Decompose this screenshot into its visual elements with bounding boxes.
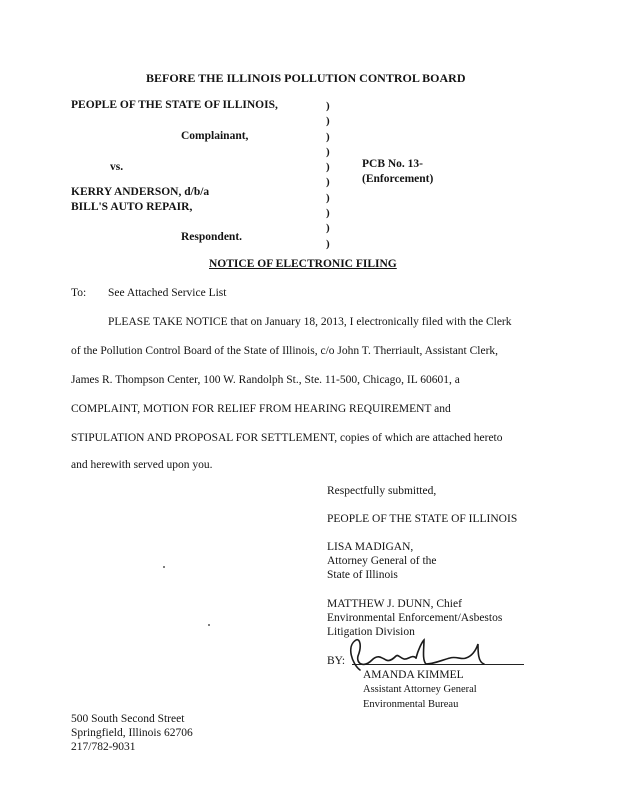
to-value: See Attached Service List (108, 287, 227, 299)
address-phone: 217/782-9031 (71, 741, 136, 753)
court-heading: BEFORE THE ILLINOIS POLLUTION CONTROL BOARD (146, 71, 466, 85)
address-street: 500 South Second Street (71, 713, 185, 725)
by-label: BY: (327, 655, 346, 667)
ag-title: State of Illinois (327, 569, 398, 581)
body-line: PLEASE TAKE NOTICE that on January 18, 2013, I electronically filed with the Clerk (108, 316, 512, 328)
case-number: PCB No. 13- (362, 158, 424, 170)
paren-mark: ) (326, 237, 330, 250)
notice-title: NOTICE OF ELECTRONIC FILING (209, 258, 397, 270)
versus-label: vs. (110, 161, 124, 173)
body-line: of the Pollution Control Board of the State of Illinois, c/o John T. Therriault, Assistant Clerk, (71, 345, 499, 357)
paren-mark: ) (326, 100, 330, 112)
paren-mark: ) (326, 176, 330, 189)
signer-name: AMANDA KIMMEL (363, 669, 464, 681)
scan-speck (208, 624, 210, 626)
scan-speck (163, 566, 165, 568)
chief-title: Environmental Enforcement/Asbestos (327, 612, 503, 624)
chief-title: Litigation Division (327, 626, 415, 638)
ag-title: Attorney General of the (327, 555, 437, 567)
chief-name: MATTHEW J. DUNN, Chief (327, 598, 462, 610)
paren-mark: ) (326, 207, 330, 220)
plaintiff-name: PEOPLE OF THE STATE OF ILLINOIS, (71, 99, 278, 111)
to-label: To: (71, 287, 87, 299)
caption-parentheses (326, 99, 330, 252)
paren-mark: ) (326, 161, 330, 174)
signer-title: Environmental Bureau (363, 699, 459, 710)
paren-mark: ) (326, 130, 330, 143)
handwritten-signature-icon (338, 634, 498, 674)
body-line: STIPULATION AND PROPOSAL FOR SETTLEMENT, copies of which are attached hereto (71, 432, 503, 444)
case-type: (Enforcement) (362, 173, 434, 185)
defendant-role: Respondent. (181, 231, 243, 243)
signer-title: Assistant Attorney General (363, 684, 477, 695)
body-line: and herewith served upon you. (71, 459, 213, 471)
address-city: Springfield, Illinois 62706 (71, 727, 193, 739)
body-line: COMPLAINT, MOTION FOR RELIEF FROM HEARING REQUIREMENT and (71, 403, 451, 415)
paren-mark: ) (326, 191, 330, 204)
party-name: PEOPLE OF THE STATE OF ILLINOIS (327, 513, 518, 525)
ag-name: LISA MADIGAN, (327, 541, 414, 553)
body-line: James R. Thompson Center, 100 W. Randolph St., Ste. 11-500, Chicago, IL 60601, a (71, 374, 460, 386)
paren-mark: ) (326, 222, 330, 235)
closing: Respectfully submitted, (327, 485, 437, 497)
plaintiff-role: Complainant, (181, 130, 249, 142)
defendant-name: KERRY ANDERSON, d/b/a (71, 186, 210, 198)
defendant-business: BILL'S AUTO REPAIR, (71, 201, 193, 213)
paren-mark: ) (326, 145, 330, 158)
paren-mark: ) (326, 115, 330, 128)
